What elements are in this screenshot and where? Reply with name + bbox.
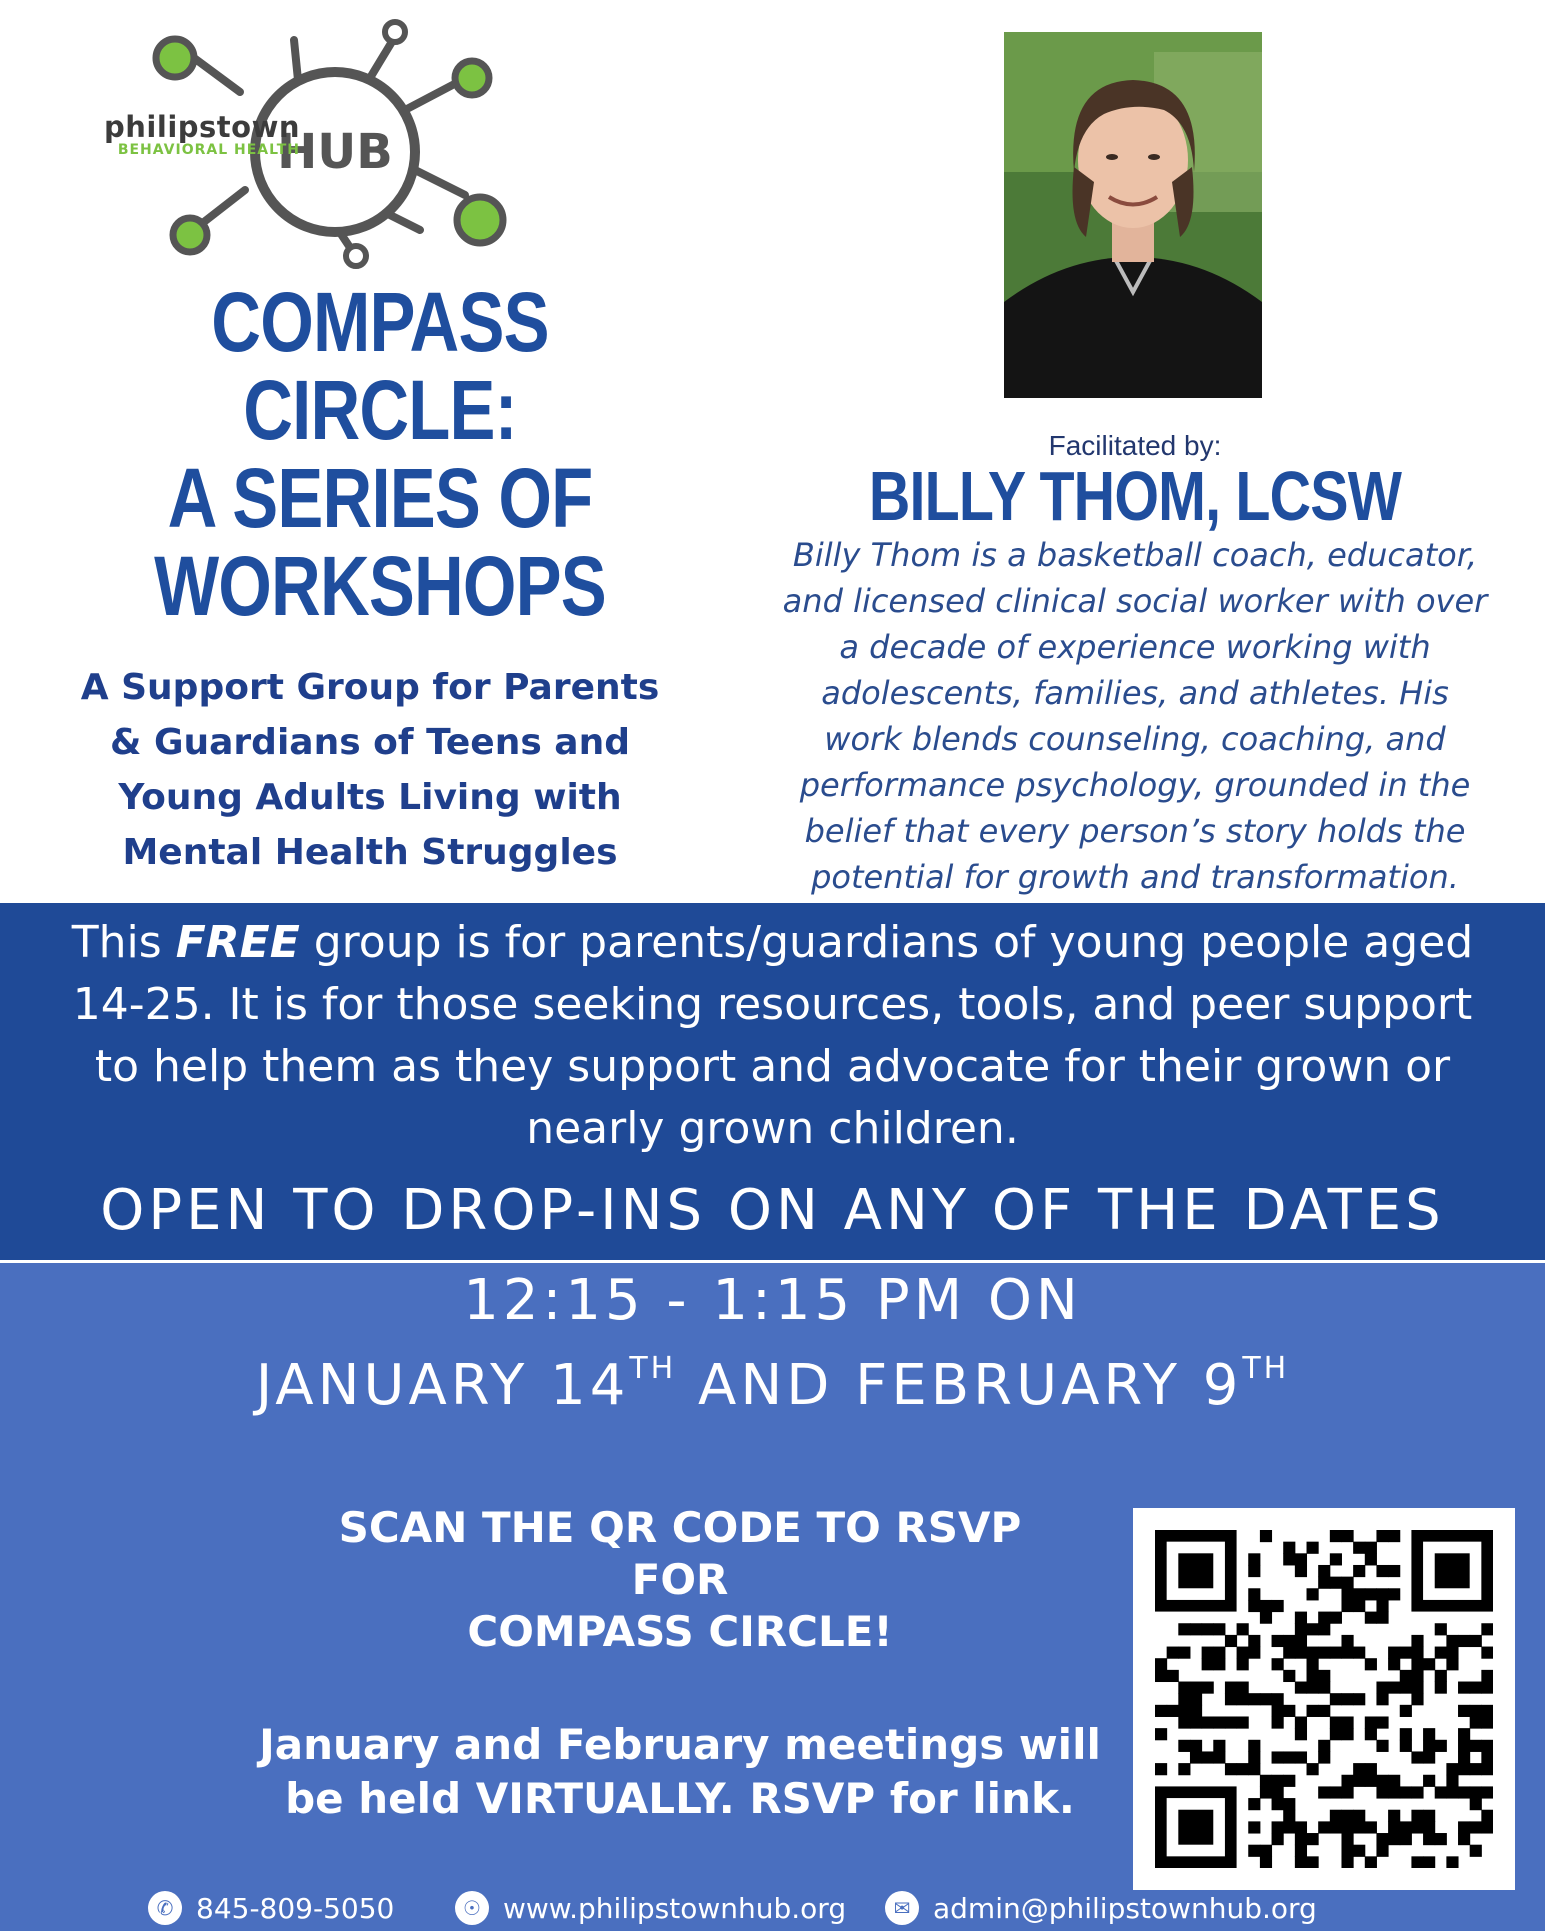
- envelope-icon: ✉: [885, 1891, 919, 1925]
- logo-wordmark: [78, 110, 300, 158]
- facilitator-bio: [740, 532, 1530, 900]
- meeting-time: 12:15 - 1:15 PM ON: [463, 1268, 1082, 1333]
- website-text: www.philipstownhub.org: [503, 1891, 847, 1925]
- rsvp-callout: [240, 1502, 1120, 1658]
- page-title: [142, 275, 618, 633]
- qr-code-icon: [1155, 1530, 1493, 1868]
- contact-email[interactable]: [885, 1888, 1317, 1928]
- subtitle: [70, 660, 670, 880]
- bio-line: adolescents, families, and athletes. His: [821, 674, 1449, 712]
- subtitle-line: & Guardians of Teens and: [110, 722, 630, 763]
- philipstown-hub-logo: [70, 10, 590, 280]
- facilitator-name: BILLY THOM, LCSW: [868, 457, 1402, 535]
- phone-text: 845-809-5050: [196, 1891, 395, 1925]
- bio-line: belief that every person’s story holds the: [804, 812, 1466, 850]
- contact-website[interactable]: [455, 1888, 846, 1928]
- description-line-4: nearly grown children.: [526, 1103, 1019, 1154]
- facilitator-photo: [1004, 32, 1262, 398]
- logo-word-bottom: BEHAVIORAL HEALTH: [117, 142, 300, 158]
- title-line: A SERIES OF: [167, 451, 593, 545]
- title-line: CIRCLE:: [243, 363, 517, 457]
- contact-phone[interactable]: [148, 1888, 394, 1928]
- subtitle-line: A Support Group for Parents: [80, 667, 660, 708]
- virtual-meeting-note: [220, 1718, 1140, 1826]
- group-description: [10, 912, 1535, 1160]
- virtual-line: be held VIRTUALLY. RSVP for link.: [285, 1774, 1075, 1823]
- title-line: WORKSHOPS: [154, 539, 606, 633]
- rsvp-qr-code[interactable]: [1133, 1508, 1515, 1890]
- rsvp-line: FOR: [631, 1555, 729, 1604]
- description-line-3: to help them as they support and advocate for their grown or: [94, 1041, 1451, 1092]
- facilitated-by-label: Facilitated by:: [1048, 430, 1222, 461]
- free-emphasis: FREE: [175, 917, 300, 968]
- subtitle-line: Young Adults Living with: [118, 777, 622, 818]
- rsvp-line: SCAN THE QR CODE TO RSVP: [338, 1503, 1022, 1552]
- bio-line: a decade of experience working with: [839, 628, 1431, 666]
- description-line-2: 14-25. It is for those seeking resources, tools, and peer support: [72, 979, 1473, 1030]
- email-text: admin@philipstownhub.org: [933, 1891, 1317, 1925]
- globe-icon: ☉: [455, 1891, 489, 1925]
- bio-line: potential for growth and transformation.: [811, 858, 1459, 896]
- logo-word-top: philipstown: [104, 110, 300, 144]
- bio-line: Billy Thom is a basketball coach, educator,: [792, 536, 1478, 574]
- hub-wordmark: HUB: [277, 124, 393, 180]
- portrait-image: [1004, 32, 1262, 398]
- bio-line: and licensed clinical social worker with over: [782, 582, 1488, 620]
- rsvp-line: COMPASS CIRCLE!: [467, 1607, 893, 1656]
- subtitle-line: Mental Health Struggles: [122, 832, 618, 873]
- title-line: COMPASS: [211, 275, 549, 369]
- virtual-line: January and February meetings will: [259, 1720, 1101, 1769]
- phone-icon: ✆: [148, 1891, 182, 1925]
- bio-line: work blends counseling, coaching, and: [824, 720, 1446, 758]
- drop-ins-heading: OPEN TO DROP-INS ON ANY OF THE DATES: [100, 1178, 1445, 1243]
- description-line-1: This FREE group is for parents/guardians of young people aged: [71, 917, 1474, 968]
- meeting-dates: JANUARY 14TH AND FEBRUARY 9TH: [255, 1351, 1290, 1418]
- bio-line: performance psychology, grounded in the: [799, 766, 1471, 804]
